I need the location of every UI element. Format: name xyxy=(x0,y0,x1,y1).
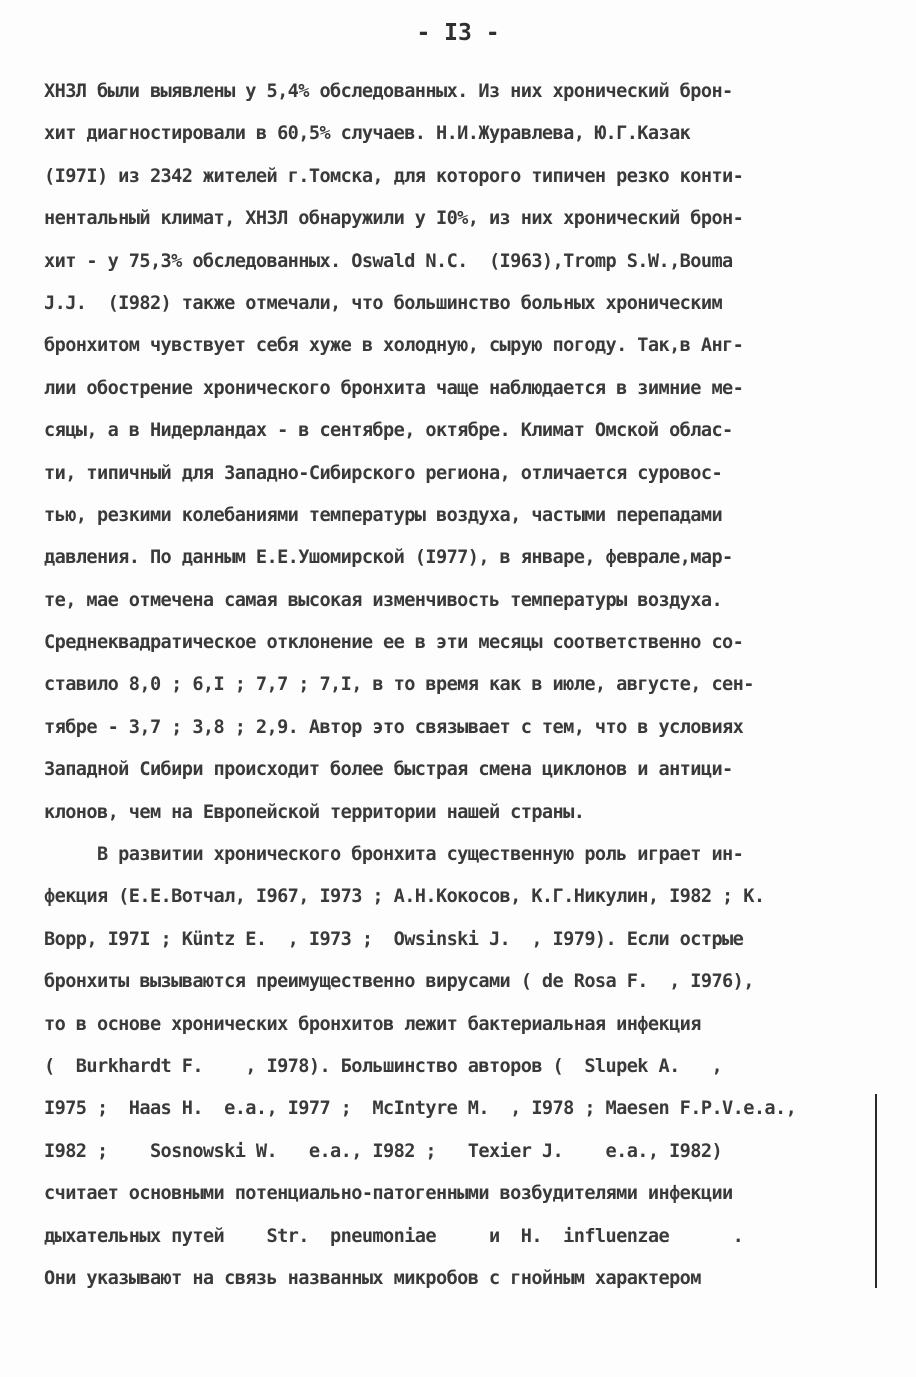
text-line: лии обострение хронического бронхита чаще наблюдается в зимние ме- xyxy=(44,377,744,399)
text-line: сяцы, а в Нидерландах - в сентябре, октябре. Климат Омской облас- xyxy=(44,420,733,442)
text-line: Они указывают на связь названных микробов с гнойным характером xyxy=(44,1267,701,1289)
text-line: I982 ; Sosnowski W. e.a., I982 ; Texier J. e.a., I982) xyxy=(44,1140,723,1162)
text-line: Среднеквадратическое отклонение ее в эти месяцы соответственно со- xyxy=(44,632,744,654)
text-line: клонов, чем на Европейской территории нашей страны. xyxy=(44,801,585,823)
text-line: тябре - 3,7 ; 3,8 ; 2,9. Автор это связывает с тем, что в условиях xyxy=(44,716,744,738)
text-line: В развитии хронического бронхита существенную роль играет ин- xyxy=(44,844,744,866)
page-number: - I3 - xyxy=(416,20,500,46)
text-line: бронхиты вызываются преимущественно вирусами ( de Rosa F. , I976), xyxy=(44,971,754,993)
text-line: ставило 8,0 ; 6,I ; 7,7 ; 7,I, в то время как в июле, августе, сен- xyxy=(44,674,754,696)
text-line: то в основе хронических бронхитов лежит бактериальная инфекция xyxy=(44,1013,701,1035)
text-line: ( Burkhardt F. , I978). Большинство авторов ( Slupek A. , xyxy=(44,1055,723,1077)
text-line: давления. По данным Е.Е.Ушомирской (I977), в январе, феврале,мар- xyxy=(44,547,733,569)
text-line: дыхательных путей Str. pneumoniae и H. influenzae . xyxy=(44,1225,744,1247)
text-line: Bopp, I97I ; Küntz E. , I973 ; Owsinski J. , I979). Если острые xyxy=(44,928,744,950)
text-line: I975 ; Haas H. e.a., I977 ; McIntyre M. , I978 ; Maesen F.P.V.e.a., xyxy=(44,1098,797,1120)
text-line: хит - у 75,3% обследованных. Oswald N.C. (I963),Tromp S.W.,Bouma xyxy=(44,250,733,272)
text-line: J.J. (I982) также отмечали, что большинство больных хроническим xyxy=(44,292,723,314)
body-text xyxy=(44,71,880,1300)
text-line: бронхитом чувствует себя хуже в холодную, сырую погоду. Так,в Анг- xyxy=(44,335,744,357)
text-line: тью, резкими колебаниями температуры воздуха, частыми перепадами xyxy=(44,504,723,526)
text-line: нентальный климат, ХНЗЛ обнаружили у I0%, из них хронический брон- xyxy=(44,208,744,230)
text-line: фекция (Е.Е.Вотчал, I967, I973 ; А.Н.Кокосов, К.Г.Никулин, I982 ; К. xyxy=(44,886,765,908)
text-line: (I97I) из 2342 жителей г.Томска, для которого типичен резко конти- xyxy=(44,165,744,187)
text-line: хит диагностировали в 60,5% случаев. Н.И.Журавлева, Ю.Г.Казак xyxy=(44,123,691,145)
text-line: считает основными потенциально-патогенными возбудителями инфекции xyxy=(44,1183,733,1205)
margin-line xyxy=(875,1094,877,1288)
text-line: те, мае отмечена самая высокая изменчивость температуры воздуха. xyxy=(44,589,723,611)
text-line: ХНЗЛ были выявлены у 5,4% обследованных. Из них хронический брон- xyxy=(44,81,733,102)
text-line: ти, типичный для Западно-Сибирского региона, отличается суровос- xyxy=(44,462,723,484)
text-line: Западной Сибири происходит более быстрая смена циклонов и антици- xyxy=(44,759,733,781)
